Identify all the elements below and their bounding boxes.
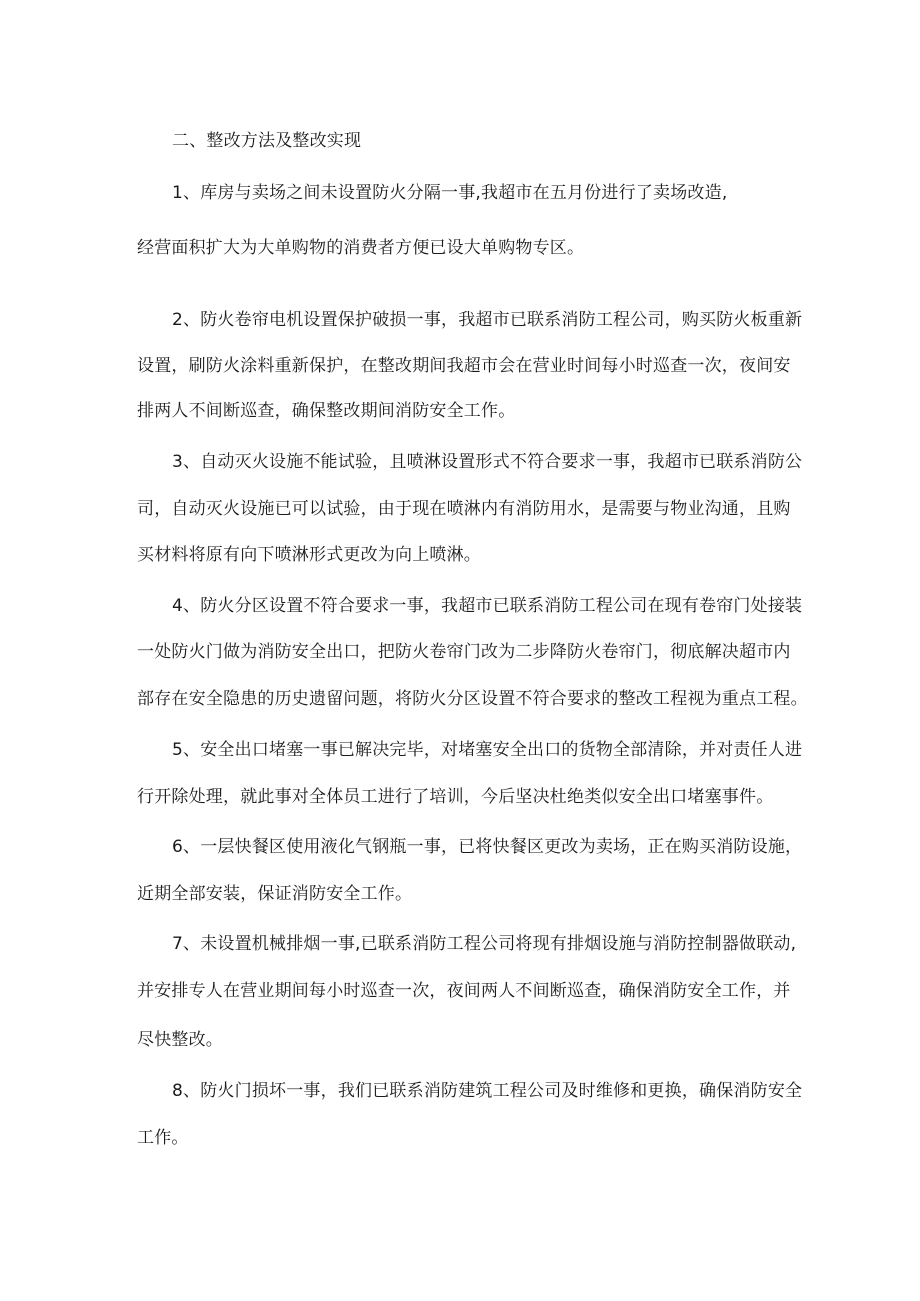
item-3-line-3: 买材料将原有向下喷淋形式更改为向上喷淋。: [137, 545, 481, 565]
item-3-line-2: 司，自动灭火设施已可以试验，由于现在喷淋内有消防用水，是需要与物业沟通，且购: [137, 499, 791, 519]
item-6-line-2: 近期全部安装，保证消防安全工作。: [137, 884, 413, 904]
item-7-line-2: 并安排专人在营业期间每小时巡查一次，夜间两人不间断巡查，确保消防安全工作，并: [137, 981, 791, 1001]
item-8-line-1: 8、防火门损坏一事，我们已联系消防建筑工程公司及时维修和更换，确保消防安全: [172, 1081, 803, 1101]
item-7-line-1: 7、未设置机械排烟一事,已联系消防工程公司将现有排烟设施与消防控制器做联动,: [172, 934, 797, 954]
item-1-line-1: 1、库房与卖场之间未设置防火分隔一事,我超市在五月份进行了卖场改造,: [172, 183, 728, 203]
item-4-line-1: 4、防火分区设置不符合要求一事，我超市已联系消防工程公司在现有卷帘门处接装: [172, 596, 803, 616]
item-2-line-3: 排两人不间断巡查，确保整改期间消防安全工作。: [137, 401, 516, 421]
item-6-line-1: 6、一层快餐区使用液化气钢瓶一事，已将快餐区更改为卖场，正在购买消防设施，: [172, 837, 803, 857]
section-heading: 二、整改方法及整改实现: [172, 131, 362, 151]
item-3-line-1: 3、自动灭火设施不能试验，且喷淋设置形式不符合要求一事，我超市已联系消防公: [172, 452, 803, 472]
item-2-line-1: 2、防火卷帘电机设置保护破损一事，我超市已联系消防工程公司，购买防火板重新: [172, 310, 803, 330]
item-5-line-2: 行开除处理，就此事对全体员工进行了培训，今后坚决杜绝类似安全出口堵塞事件。: [137, 787, 774, 807]
item-8-line-2: 工作。: [137, 1128, 189, 1148]
item-4-line-3: 部存在安全隐患的历史遗留问题，将防火分区设置不符合要求的整改工程视为重点工程。: [137, 689, 808, 709]
item-5-line-1: 5、安全出口堵塞一事已解决完毕，对堵塞安全出口的货物全部清除，并对责任人进: [172, 740, 803, 760]
item-1-line-2: 经营面积扩大为大单购物的消费者方便已设大单购物专区。: [137, 238, 585, 258]
item-7-line-3: 尽快整改。: [137, 1030, 223, 1050]
item-2-line-2: 设置，刷防火涂料重新保护，在整改期间我超市会在营业时间每小时巡查一次，夜间安: [137, 356, 791, 376]
item-4-line-2: 一处防火门做为消防安全出口，把防火卷帘门改为二步降防火卷帘门，彻底解决超市内: [137, 642, 791, 662]
